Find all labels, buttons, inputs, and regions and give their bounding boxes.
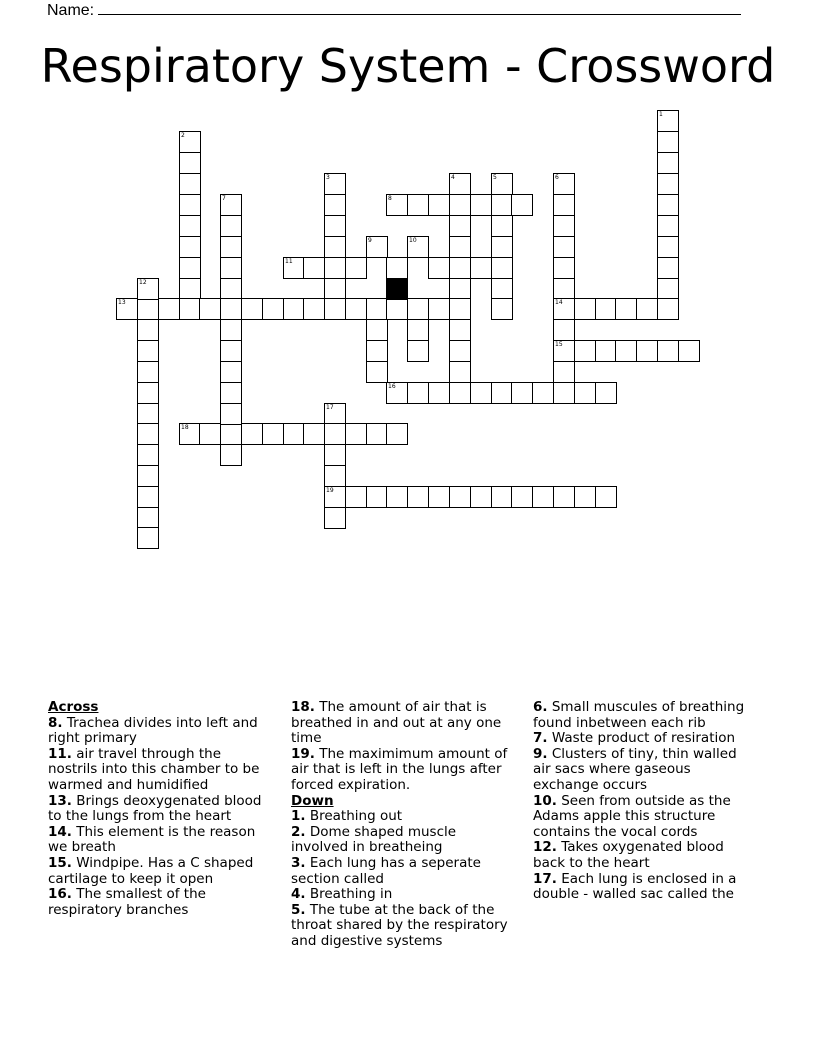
grid-cell[interactable] — [428, 298, 450, 320]
grid-cell[interactable] — [449, 278, 471, 300]
clues-column-3 — [533, 700, 758, 903]
clue-number: 4 — [451, 174, 455, 181]
clue-text: The amount of air that is breathed in and out at any one time — [291, 699, 502, 747]
grid-cell[interactable] — [262, 298, 284, 320]
grid-cell[interactable] — [179, 298, 201, 320]
grid-cell[interactable] — [324, 215, 346, 237]
grid-cell[interactable] — [199, 423, 221, 445]
grid-cell[interactable] — [511, 382, 533, 404]
grid-cell[interactable] — [199, 298, 221, 320]
clue-num: 1. — [291, 808, 306, 825]
grid-cell[interactable] — [386, 423, 408, 445]
clue-text: Breathing out — [309, 808, 403, 825]
clue-text: This element is the reason we breath — [48, 823, 256, 856]
grid-cell[interactable] — [574, 382, 596, 404]
grid-cell[interactable] — [324, 423, 346, 445]
clue-num: 15. — [48, 854, 72, 871]
grid-cell[interactable] — [595, 340, 617, 362]
clue-num: 13. — [48, 792, 72, 809]
grid-cell[interactable] — [574, 486, 596, 508]
grid-cell[interactable] — [636, 298, 658, 320]
clue-number: 12 — [139, 279, 147, 286]
grid-cell[interactable] — [657, 110, 679, 132]
grid-cell[interactable] — [615, 298, 637, 320]
grid-cell[interactable] — [553, 215, 575, 237]
grid-cell[interactable] — [574, 340, 596, 362]
grid-cell[interactable] — [428, 486, 450, 508]
grid-cell[interactable] — [553, 257, 575, 279]
grid-cell[interactable] — [470, 194, 492, 216]
clue-text: Takes oxygenated blood back to the heart — [533, 839, 724, 871]
clues-column-1 — [48, 700, 273, 918]
grid-cell[interactable] — [324, 278, 346, 300]
grid-cell[interactable] — [324, 465, 346, 487]
grid-cell[interactable] — [220, 215, 242, 237]
clue-number: 11 — [285, 258, 293, 265]
grid-cell[interactable] — [553, 486, 575, 508]
name-label: Name: — [47, 2, 95, 19]
grid-cell[interactable] — [179, 194, 201, 216]
grid-cell[interactable] — [324, 507, 346, 529]
clue-item — [533, 840, 758, 871]
grid-cell[interactable] — [366, 298, 388, 320]
grid-cell[interactable] — [407, 236, 429, 258]
grid-cell[interactable] — [303, 423, 325, 445]
clue-num: 7. — [533, 730, 548, 747]
grid-cell[interactable] — [241, 298, 263, 320]
grid-cell[interactable] — [657, 298, 679, 320]
clue-item — [533, 872, 758, 903]
clue-text: The tube at the back of the throat shared by the respiratory and digestive systems — [291, 901, 508, 949]
clue-item — [533, 700, 758, 731]
grid-cell[interactable] — [324, 444, 346, 466]
grid-cell[interactable] — [449, 194, 471, 216]
grid-cell[interactable] — [449, 340, 471, 362]
grid-cell[interactable] — [657, 278, 679, 300]
grid-cell[interactable] — [615, 340, 637, 362]
clue-text: Waste product of resiration — [551, 730, 736, 747]
grid-cell[interactable] — [283, 257, 305, 279]
grid-cell[interactable] — [179, 423, 201, 445]
grid-cell[interactable] — [449, 382, 471, 404]
grid-cell[interactable] — [345, 423, 367, 445]
grid-cell[interactable] — [511, 486, 533, 508]
grid-cell[interactable] — [407, 340, 429, 362]
grid-cell[interactable] — [407, 298, 429, 320]
grid-cell[interactable] — [428, 382, 450, 404]
clue-item — [533, 731, 758, 747]
page-title: Respiratory System - Crossword — [40, 39, 776, 93]
clue-number: 6 — [555, 174, 559, 181]
clue-text: Seen from outside as the Adams apple this structure contains the vocal cords — [533, 792, 731, 840]
grid-cell[interactable] — [491, 194, 513, 216]
grid-cell[interactable] — [678, 340, 700, 362]
clue-text: Trachea divides into left and right primary — [48, 714, 258, 747]
clue-text: Brings deoxygenated blood to the lungs from the heart — [48, 792, 262, 825]
grid-cell[interactable] — [179, 152, 201, 174]
clue-number: 13 — [118, 299, 126, 306]
clue-text: The maximimum amount of air that is left in the lungs after forced expiration. — [291, 745, 508, 793]
grid-cell[interactable] — [366, 340, 388, 362]
grid-cell[interactable] — [491, 173, 513, 195]
grid-cell[interactable] — [511, 194, 533, 216]
grid-cell[interactable] — [241, 423, 263, 445]
clue-heading: Down — [291, 792, 334, 809]
grid-cell[interactable] — [407, 382, 429, 404]
clue-item — [533, 794, 758, 841]
grid-cell[interactable] — [657, 257, 679, 279]
grid-cell[interactable] — [220, 298, 242, 320]
grid-cell[interactable] — [366, 486, 388, 508]
grid-cell[interactable] — [636, 340, 658, 362]
clue-num: 16. — [48, 886, 72, 903]
clue-item — [291, 747, 516, 794]
grid-cell[interactable] — [386, 298, 408, 320]
grid-cell[interactable] — [303, 257, 325, 279]
grid-cell[interactable] — [657, 215, 679, 237]
clue-text: air travel through the nostrils into this chamber to be warmed and humidified — [48, 745, 260, 793]
grid-cell[interactable] — [553, 236, 575, 258]
clue-num: 10. — [533, 792, 557, 809]
grid-cell[interactable] — [553, 278, 575, 300]
grid-cell[interactable] — [553, 361, 575, 383]
grid-cell[interactable] — [491, 486, 513, 508]
grid-cell[interactable] — [386, 486, 408, 508]
clue-number: 2 — [181, 132, 185, 139]
clue-num: 17. — [533, 870, 557, 887]
clue-number: 9 — [368, 237, 372, 244]
grid-cell[interactable] — [657, 173, 679, 195]
clue-text: Windpipe. Has a C shaped cartilage to keep it open — [48, 854, 254, 887]
clue-num: 19. — [291, 745, 315, 762]
clue-text: Clusters of tiny, thin walled air sacs where gaseous exchange occurs — [533, 745, 737, 793]
grid-cell[interactable] — [657, 236, 679, 258]
clue-text: Breathing in — [309, 886, 393, 903]
clue-num: 9. — [533, 745, 548, 762]
grid-cell[interactable] — [595, 382, 617, 404]
grid-cell[interactable] — [324, 194, 346, 216]
clue-text: Dome shaped muscle involved in breatheing — [291, 823, 457, 856]
clue-num: 8. — [48, 714, 63, 731]
grid-cell[interactable] — [470, 382, 492, 404]
grid-cell[interactable] — [324, 403, 346, 425]
grid-cell[interactable] — [137, 403, 159, 425]
clue-item — [291, 856, 516, 887]
grid-cell[interactable] — [470, 486, 492, 508]
grid-cell[interactable] — [491, 382, 513, 404]
grid-cell[interactable] — [220, 382, 242, 404]
grid-cell[interactable] — [283, 298, 305, 320]
grid-cell[interactable] — [386, 257, 408, 279]
grid-cell[interactable] — [220, 444, 242, 466]
grid-cell[interactable] — [116, 298, 138, 320]
clue-number: 5 — [493, 174, 497, 181]
clue-number: 18 — [181, 424, 189, 431]
grid-cell[interactable] — [137, 423, 159, 445]
clue-num: 11. — [48, 745, 72, 762]
clue-num: 18. — [291, 699, 315, 715]
grid-cell[interactable] — [137, 361, 159, 383]
grid-cell[interactable] — [532, 486, 554, 508]
clue-item — [48, 716, 273, 747]
clue-num: 5. — [291, 901, 306, 918]
grid-cell[interactable] — [179, 215, 201, 237]
clue-item — [291, 903, 516, 950]
grid-cell[interactable] — [345, 298, 367, 320]
grid-cell[interactable] — [407, 486, 429, 508]
grid-cell[interactable] — [137, 507, 159, 529]
clue-item — [48, 825, 273, 856]
grid-cell[interactable] — [491, 215, 513, 237]
clue-num: 4. — [291, 886, 306, 903]
grid-cell[interactable] — [657, 152, 679, 174]
clue-number: 17 — [326, 404, 334, 411]
clue-item — [291, 825, 516, 856]
grid-cell[interactable] — [574, 298, 596, 320]
grid-cell[interactable] — [449, 236, 471, 258]
grid-cell[interactable] — [220, 236, 242, 258]
grid-cell[interactable] — [449, 215, 471, 237]
grid-cell[interactable] — [179, 278, 201, 300]
clue-number: 15 — [555, 341, 563, 348]
clue-number: 1 — [659, 111, 663, 118]
grid-cell[interactable] — [220, 319, 242, 341]
grid-cell[interactable] — [137, 340, 159, 362]
clue-number: 3 — [326, 174, 330, 181]
grid-cell[interactable] — [553, 340, 575, 362]
grid-cell[interactable] — [137, 382, 159, 404]
grid-cell[interactable] — [657, 194, 679, 216]
clue-item — [533, 747, 758, 794]
grid-cell[interactable] — [220, 361, 242, 383]
grid-cell[interactable] — [220, 257, 242, 279]
clue-num: 2. — [291, 823, 306, 840]
grid-cell[interactable] — [220, 194, 242, 216]
grid-cell[interactable] — [345, 257, 367, 279]
grid-cell[interactable] — [179, 236, 201, 258]
clue-number: 16 — [388, 383, 396, 390]
clue-heading: Across — [48, 699, 99, 715]
clue-num: 6. — [533, 699, 548, 715]
clue-text: Each lung has a seperate section called — [291, 854, 481, 887]
grid-cell[interactable] — [428, 194, 450, 216]
grid-cell[interactable] — [449, 298, 471, 320]
clue-number: 10 — [409, 237, 417, 244]
grid-cell[interactable] — [137, 444, 159, 466]
grid-cell[interactable] — [179, 173, 201, 195]
clue-num: 12. — [533, 839, 557, 856]
grid-cell[interactable] — [137, 486, 159, 508]
grid-cell[interactable] — [262, 423, 284, 445]
clue-text: The smallest of the respiratory branches — [48, 886, 206, 918]
clue-number: 7 — [222, 195, 226, 202]
grid-cell[interactable] — [345, 486, 367, 508]
grid-cell[interactable] — [491, 257, 513, 279]
grid-cell[interactable] — [366, 319, 388, 341]
grid-cell[interactable] — [449, 173, 471, 195]
clue-item — [291, 887, 516, 903]
grid-cell[interactable] — [553, 173, 575, 195]
grid-cell[interactable] — [137, 319, 159, 341]
grid-cell[interactable] — [158, 298, 180, 320]
grid-cell[interactable] — [366, 236, 388, 258]
clue-item — [48, 747, 273, 794]
grid-cell[interactable] — [532, 382, 554, 404]
grid-cell[interactable] — [366, 423, 388, 445]
grid-cell[interactable] — [137, 278, 159, 300]
grid-cell[interactable] — [491, 278, 513, 300]
grid-cell[interactable] — [220, 403, 242, 425]
clue-text: Small muscules of breathing found inbetween each rib — [533, 699, 745, 731]
grid-cell[interactable] — [386, 382, 408, 404]
clue-item — [291, 809, 516, 825]
grid-cell[interactable] — [657, 340, 679, 362]
grid-cell[interactable] — [137, 465, 159, 487]
grid-cell[interactable] — [386, 194, 408, 216]
grid-cell[interactable] — [449, 257, 471, 279]
clue-item — [48, 794, 273, 825]
black-cell — [386, 278, 408, 300]
grid-cell[interactable] — [595, 486, 617, 508]
grid-cell[interactable] — [407, 194, 429, 216]
grid-cell[interactable] — [324, 486, 346, 508]
grid-cell[interactable] — [407, 319, 429, 341]
grid-cell[interactable] — [179, 131, 201, 153]
grid-cell[interactable] — [220, 278, 242, 300]
grid-cell[interactable] — [283, 423, 305, 445]
grid-cell[interactable] — [449, 319, 471, 341]
grid-cell[interactable] — [220, 340, 242, 362]
grid-cell[interactable] — [428, 257, 450, 279]
grid-cell[interactable] — [553, 298, 575, 320]
clue-item — [291, 700, 516, 747]
clue-number: 14 — [555, 299, 563, 306]
clues-column-2 — [291, 700, 516, 950]
clue-num: 14. — [48, 823, 72, 840]
grid-cell[interactable] — [491, 298, 513, 320]
grid-cell[interactable] — [449, 361, 471, 383]
grid-cell[interactable] — [595, 298, 617, 320]
clue-text: Each lung is enclosed in a double - walled sac called the — [533, 870, 737, 903]
grid-cell[interactable] — [491, 236, 513, 258]
grid-cell[interactable] — [553, 382, 575, 404]
clue-num: 3. — [291, 854, 306, 871]
grid-cell[interactable] — [137, 527, 159, 549]
grid-cell[interactable] — [303, 298, 325, 320]
grid-cell[interactable] — [553, 319, 575, 341]
grid-cell[interactable] — [179, 257, 201, 279]
clue-item — [48, 856, 273, 887]
grid-cell[interactable] — [324, 257, 346, 279]
grid-cell[interactable] — [366, 361, 388, 383]
clue-number: 19 — [326, 487, 334, 494]
grid-cell[interactable] — [470, 257, 492, 279]
grid-cell[interactable] — [324, 236, 346, 258]
grid-cell[interactable] — [324, 173, 346, 195]
grid-cell[interactable] — [449, 486, 471, 508]
clue-number: 8 — [388, 195, 392, 202]
grid-cell[interactable] — [657, 131, 679, 153]
grid-cell[interactable] — [553, 194, 575, 216]
grid-cell[interactable] — [324, 298, 346, 320]
clue-item — [48, 887, 273, 918]
